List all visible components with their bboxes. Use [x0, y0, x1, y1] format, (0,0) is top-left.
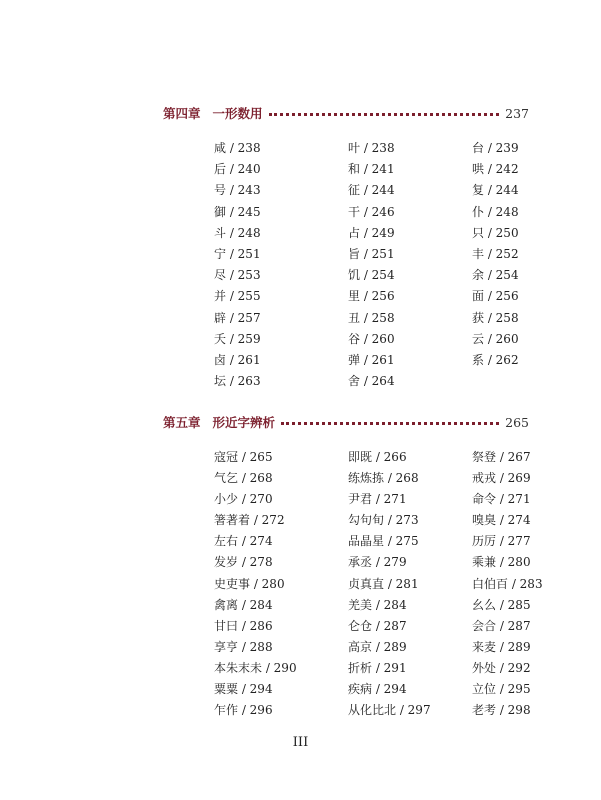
chapter-4-page: 237 [505, 105, 529, 121]
toc-entry[interactable]: 粟粟 / 294 [214, 682, 273, 697]
toc-entry[interactable]: 里 / 256 [348, 289, 395, 304]
toc-entry[interactable]: 乍作 / 296 [214, 703, 273, 718]
chapter-4-title: 一形数用 [212, 106, 263, 121]
toc-entry[interactable]: 舍 / 264 [348, 374, 395, 389]
toc-entry[interactable]: 勾句旬 / 273 [348, 513, 419, 528]
toc-entry[interactable]: 云 / 260 [472, 331, 519, 346]
toc-entry[interactable]: 史吏事 / 280 [214, 576, 285, 591]
toc-entry[interactable]: 甘曰 / 286 [214, 618, 273, 633]
chapter-5-header[interactable] [163, 411, 529, 433]
toc-entry[interactable]: 余 / 254 [472, 268, 519, 283]
toc-entry[interactable]: 复 / 244 [472, 183, 519, 198]
toc-entry[interactable]: 外处 / 292 [472, 660, 531, 675]
toc-entry[interactable]: 坛 / 263 [214, 374, 261, 389]
toc-entry[interactable]: 征 / 244 [348, 183, 395, 198]
toc-entry[interactable]: 即既 / 266 [348, 450, 407, 464]
toc-entry[interactable]: 命令 / 271 [472, 492, 531, 507]
toc-entry[interactable]: 和 / 241 [348, 162, 395, 177]
chapter-4-dot-leader [269, 112, 500, 116]
toc-entry[interactable]: 乘兼 / 280 [472, 555, 531, 570]
toc-entry[interactable]: 祭登 / 267 [472, 450, 531, 464]
toc-entry[interactable]: 箸著着 / 272 [214, 513, 285, 528]
toc-entry[interactable]: 老考 / 298 [472, 703, 531, 718]
toc-entry[interactable]: 卤 / 261 [214, 353, 261, 368]
toc-entry[interactable]: 获 / 258 [472, 310, 519, 325]
toc-entry[interactable]: 台 / 239 [472, 141, 519, 155]
toc-entry[interactable]: 丑 / 258 [348, 310, 395, 325]
toc-entry[interactable]: 旨 / 251 [348, 247, 395, 262]
toc-entry[interactable]: 幺么 / 285 [472, 597, 531, 612]
toc-entry[interactable]: 贞真直 / 281 [348, 576, 419, 591]
toc-entry[interactable]: 尹君 / 271 [348, 492, 407, 507]
toc-entry[interactable]: 左右 / 274 [214, 534, 273, 549]
toc-entry[interactable]: 号 / 243 [214, 183, 261, 198]
toc-entry[interactable]: 发岁 / 278 [214, 555, 273, 570]
toc-entry[interactable]: 本朱末未 / 290 [214, 660, 297, 675]
toc-entry[interactable]: 仑仓 / 287 [348, 618, 407, 633]
toc-entry[interactable]: 哄 / 242 [472, 162, 519, 177]
toc-entry[interactable]: 禽离 / 284 [214, 597, 273, 612]
toc-entry[interactable]: 从化比北 / 297 [348, 703, 431, 718]
toc-entry[interactable]: 只 / 250 [472, 225, 519, 240]
toc-entry[interactable]: 占 / 249 [348, 225, 395, 240]
toc-entry[interactable]: 夭 / 259 [214, 331, 261, 346]
toc-entry[interactable]: 弹 / 261 [348, 353, 395, 368]
toc-entry[interactable]: 戒戎 / 269 [472, 471, 531, 486]
toc-entry[interactable]: 御 / 245 [214, 204, 261, 219]
toc-entry[interactable]: 仆 / 248 [472, 204, 519, 219]
toc-entry[interactable]: 寇冠 / 265 [214, 450, 273, 464]
toc-entry[interactable]: 折析 / 291 [348, 660, 407, 675]
toc-entry[interactable]: 嗅臭 / 274 [472, 513, 531, 528]
toc-entry[interactable]: 并 / 255 [214, 289, 261, 304]
toc-entry[interactable]: 历厉 / 277 [472, 534, 531, 549]
toc-entry[interactable]: 面 / 256 [472, 289, 519, 304]
toc-entry[interactable]: 来麦 / 289 [472, 639, 531, 654]
chapter-5-dot-leader [281, 421, 499, 425]
toc-entry[interactable]: 会合 / 287 [472, 618, 531, 633]
toc-entry[interactable]: 气乞 / 268 [214, 471, 273, 486]
toc-entry[interactable]: 系 / 262 [472, 353, 519, 368]
toc-entry[interactable]: 尽 / 253 [214, 268, 261, 283]
toc-entry[interactable]: 白伯百 / 283 [472, 576, 543, 591]
toc-entry[interactable]: 咸 / 238 [214, 141, 261, 155]
chapter-4-header[interactable] [163, 102, 529, 124]
chapter-4-number: 第四章 [163, 106, 201, 121]
toc-entry[interactable]: 后 / 240 [214, 162, 261, 177]
toc-entry[interactable]: 练炼拣 / 268 [348, 471, 419, 486]
toc-entry[interactable]: 辟 / 257 [214, 310, 261, 325]
chapter-5-entry-list [214, 447, 544, 721]
toc-entry[interactable]: 斗 / 248 [214, 225, 261, 240]
toc-entry[interactable]: 小少 / 270 [214, 492, 273, 507]
toc-entry[interactable]: 疾病 / 294 [348, 682, 407, 697]
toc-entry[interactable]: 丰 / 252 [472, 247, 519, 262]
toc-entry[interactable]: 饥 / 254 [348, 268, 395, 283]
chapter-4-entry-list [214, 138, 544, 392]
toc-entry[interactable]: 干 / 246 [348, 204, 395, 219]
toc-entry[interactable]: 谷 / 260 [348, 331, 395, 346]
toc-entry[interactable]: 宁 / 251 [214, 247, 261, 262]
toc-entry[interactable]: 高京 / 289 [348, 639, 407, 654]
toc-entry[interactable]: 立位 / 295 [472, 682, 531, 697]
toc-entry[interactable]: 享亨 / 288 [214, 639, 273, 654]
toc-entry[interactable]: 承丞 / 279 [348, 555, 407, 570]
toc-entry[interactable]: 品晶星 / 275 [348, 534, 419, 549]
toc-entry[interactable]: 叶 / 238 [348, 141, 395, 155]
chapter-5-number: 第五章 [163, 415, 201, 430]
chapter-5-title: 形近字辨析 [212, 415, 276, 430]
page-number: III [292, 735, 309, 750]
chapter-5-page: 265 [505, 414, 529, 430]
toc-entry[interactable]: 羌美 / 284 [348, 597, 407, 612]
